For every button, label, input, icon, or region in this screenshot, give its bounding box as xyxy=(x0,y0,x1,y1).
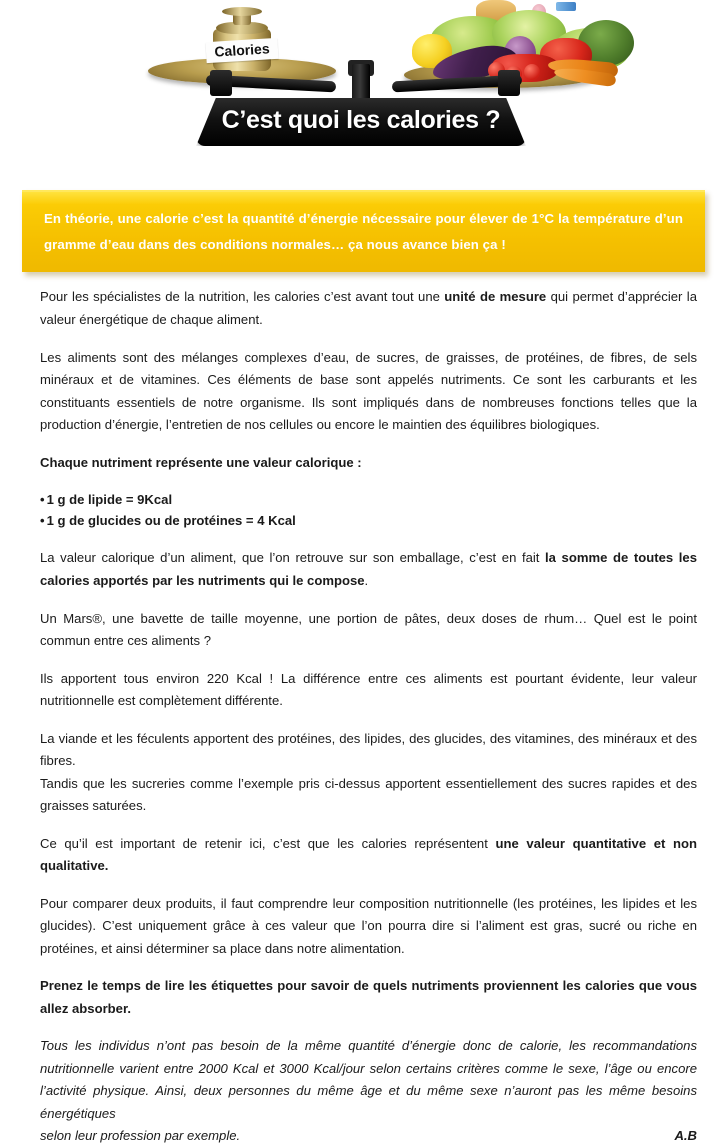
paragraph-closing-italic: Tous les individus n’ont pas besoin de la même quantité d’énergie donc de calorie, les recommandations nutritionnelle varient entre 2000 Kcal et 3000 Kcal/jour selon certains critères comme le sexe, l’âge ou encore l’activité physique. Ainsi, deux personnes du même âge et du même sexe n’auront pas les même besoins énergétiques xyxy=(40,1038,697,1121)
document-body xyxy=(0,272,725,1147)
paragraph-definition xyxy=(40,286,697,331)
paragraph-nutriments: Les aliments sont des mélanges complexes d’eau, de sucres, de graisses, de protéines, de fibres, de sels minéraux et de vitamines. Ces éléments de base sont appelés nutriments. Ce sont les carburants et les constituants essentiels de notre organisme. Ils sont impliqués dans de nombreuses fonctions telles que la production d’énergie, l’entretien de nos cellules ou encore le maintien des équilibres biologiques. xyxy=(40,349,697,433)
paragraph-220-kcal: Ils apportent tous environ 220 Kcal ! La différence entre ces aliments est pourtant évidente, leur valeur nutritionnelle est complètement différente. xyxy=(40,670,697,709)
paragraph-comparer-produits: Pour comparer deux produits, il faut comprendre leur composition nutritionnelle (les protéines, les lipides et les glucides). C’est uniquement grâce à ces valeur que l’on pourra dire si l’aliment est gras, sucré ou riche en protéines, et ainsi déterminer sa place dans notre alimentation. xyxy=(40,895,697,956)
para1-bold: unité de mesure xyxy=(444,289,547,305)
heading-valeur-calorique: Chaque nutriment représente une valeur calorique : xyxy=(40,454,362,470)
para3-part2: . xyxy=(364,573,369,588)
para3-bold: la somme de toutes les calories apportés par les nutriments qui le compose xyxy=(40,550,697,588)
paragraph-mars-question: Un Mars®, une bavette de taille moyenne, une portion de pâtes, deux doses de rhum… Quel est le point commun entre ces aliments ? xyxy=(40,610,697,649)
para1-part1: Pour les spécialistes de la nutrition, les calories c’est avant tout une xyxy=(40,289,445,305)
list-item: • 1 g de glucides ou de protéines = 4 Kcal xyxy=(40,510,697,531)
paragraph-somme-calories xyxy=(40,547,697,592)
closing-last-line-row xyxy=(40,1125,697,1148)
closing-last-line: selon leur profession par exemple. xyxy=(40,1128,241,1144)
paragraph-quantitative xyxy=(40,833,697,878)
page-title: C’est quoi les calories ? xyxy=(221,106,501,134)
scale-hinge-right-icon xyxy=(498,70,520,96)
list-item: • 1 g de lipide = 9Kcal xyxy=(40,489,697,510)
package-icon xyxy=(556,2,576,11)
author-signature: A.B xyxy=(674,1128,697,1144)
balance-scale-illustration xyxy=(0,0,725,172)
header-banner xyxy=(0,0,725,172)
paragraph-lire-etiquettes: Prenez le temps de lire les étiquettes pour savoir de quels nutriments proviennent les calories que vous allez absorber. xyxy=(40,978,697,1016)
brass-weight-knob-icon xyxy=(222,7,262,16)
definition-callout: En théorie, une calorie c’est la quantité d’énergie nécessaire pour élever de 1°C la température d’un gramme d’eau dans des conditions normales… ça nous avance bien ça ! xyxy=(22,190,705,272)
para3-part1: La valeur calorique d’un aliment, que l’on retrouve sur son emballage, c’est en fait xyxy=(40,550,546,566)
weight-label: Calories xyxy=(205,38,278,63)
calorie-values-list xyxy=(40,489,697,531)
scale-hinge-left-icon xyxy=(210,70,232,96)
paragraph-sucreries: Tandis que les sucreries comme l’exemple pris ci-dessus apportent essentiellement des sucres rapides et des graisses saturées. xyxy=(40,775,697,814)
tomato-icon xyxy=(524,64,540,80)
para8-part1: Ce qu’il est important de retenir ici, c’est que les calories représentent xyxy=(40,835,496,851)
para8-bold: une valeur quantitative et non qualitative. xyxy=(40,835,698,874)
paragraph-viande-feculents: La viande et les féculents apportent des protéines, des lipides, des glucides, des vitamines, des minéraux et des fibres. xyxy=(40,730,697,769)
para1-part2: qui permet d’apprécier la valeur énergétique de chaque aliment. xyxy=(40,289,697,327)
callout-wrapper xyxy=(22,190,705,272)
